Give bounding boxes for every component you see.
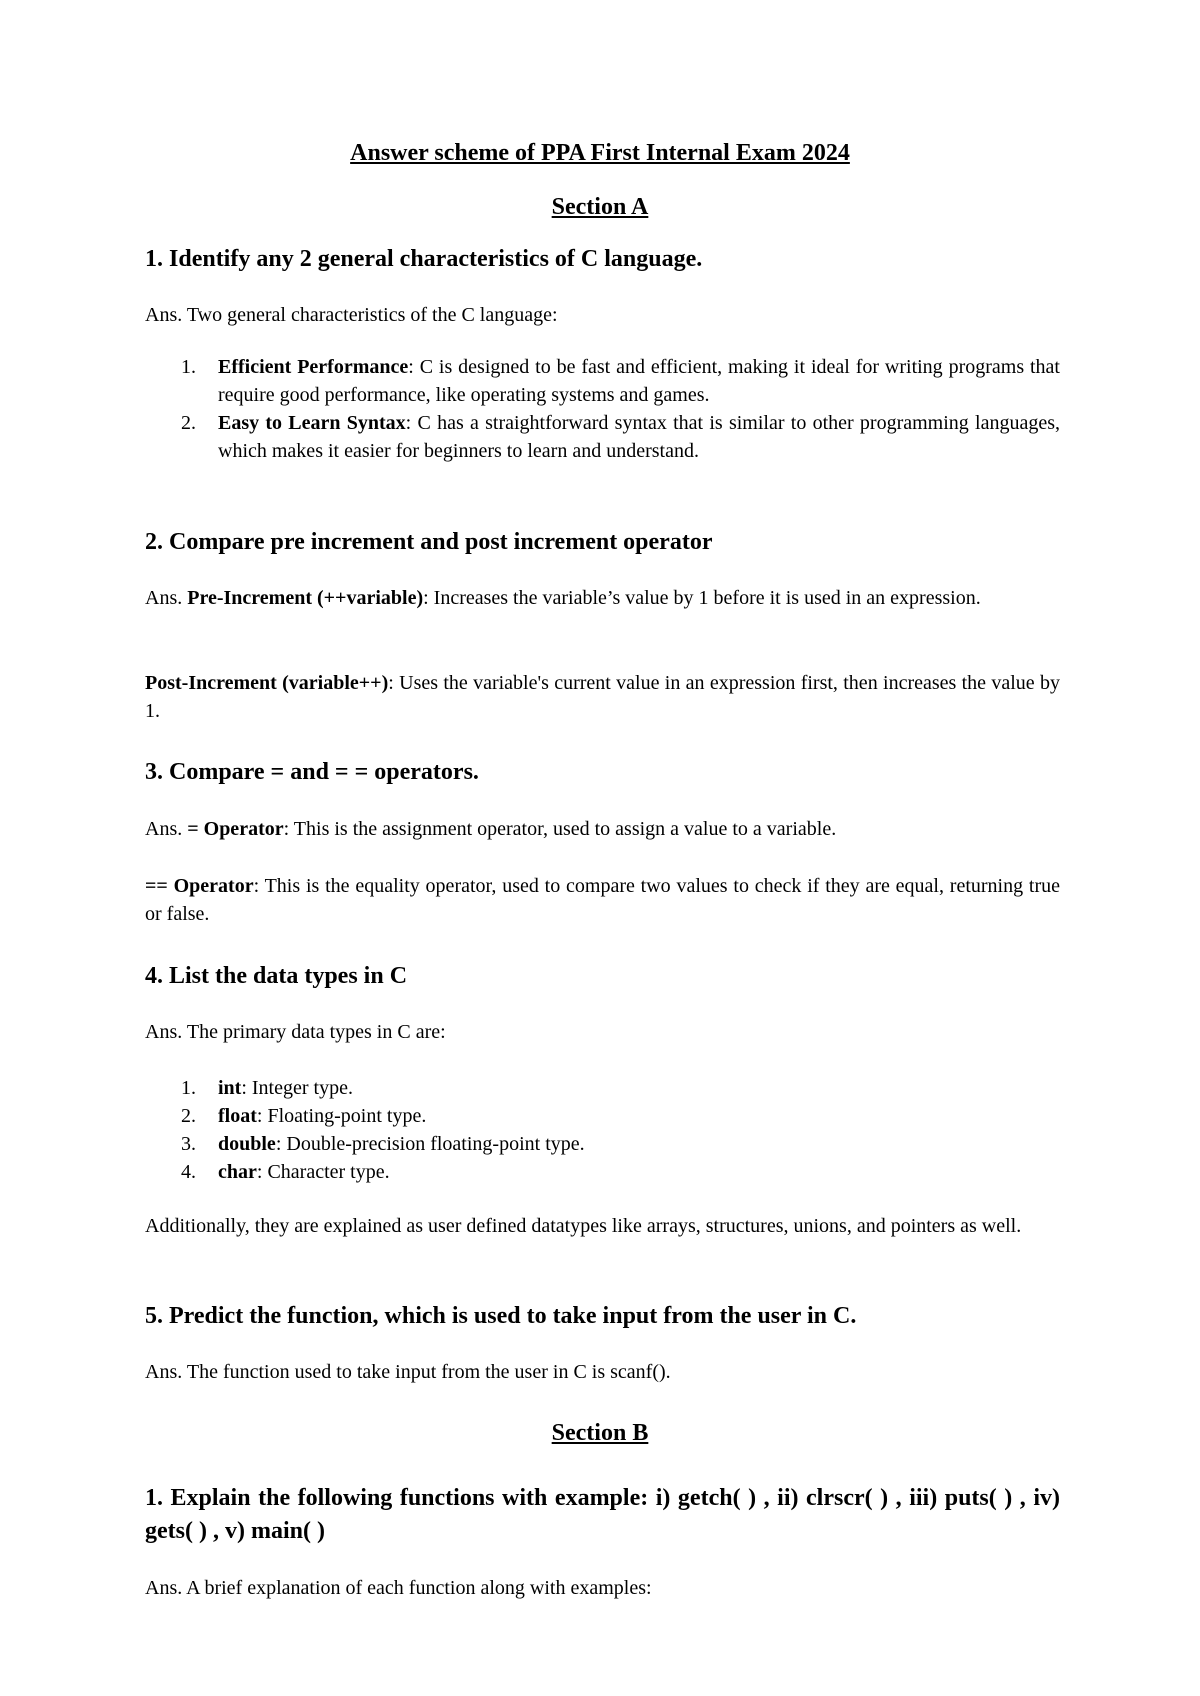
answer-a4-intro: Ans. The primary data types in C are:: [145, 1021, 446, 1043]
question-a4: 4. List the data types in C: [145, 963, 408, 989]
answer-prefix: Ans.: [145, 818, 188, 840]
list-item: [145, 353, 1060, 409]
answer-a3-equality: [145, 872, 1060, 928]
list-item-term: Efficient Performance: [218, 356, 409, 378]
list-item-number: 2.: [181, 412, 196, 434]
post-increment-text: : Uses the variable's current value in an expression first, then increases the value by 1.: [145, 672, 1061, 722]
document-title: Answer scheme of PPA First Internal Exam 2024: [350, 140, 850, 166]
equality-operator-text: : This is the equality operator, used to compare two values to check if they are equal, returning true or false.: [145, 875, 1061, 925]
list-item: [145, 409, 1060, 465]
answer-a5: Ans. The function used to take input from the user in C is scanf().: [145, 1361, 671, 1383]
list-item-number: 2.: [181, 1105, 196, 1127]
assignment-operator-term: = Operator: [187, 818, 284, 840]
answer-prefix: Ans.: [145, 587, 188, 609]
list-item-number: 4.: [181, 1161, 196, 1183]
question-a5: 5. Predict the function, which is used to take input from the user in C.: [145, 1303, 857, 1329]
answer-a2-post: [145, 669, 1060, 725]
answer-a1-intro: Ans. Two general characteristics of the C language:: [145, 304, 558, 326]
list-item-number: 1.: [181, 356, 196, 378]
list-item-number: 1.: [181, 1077, 196, 1099]
list-item-text: : C has a straightforward syntax that is similar to other programming languages, which makes it easier for beginners to learn and understand.: [218, 412, 1061, 462]
section-b-heading: Section B: [551, 1420, 649, 1446]
list-item-number: 3.: [181, 1133, 196, 1155]
question-a2: 2. Compare pre increment and post increment operator: [145, 529, 713, 555]
equality-operator-term: == Operator: [145, 875, 254, 897]
list-item-text: : Integer type.: [241, 1077, 353, 1099]
list-item-text: : C is designed to be fast and efficient, making it ideal for writing programs that require good performance, like operating systems and games.: [218, 356, 1060, 406]
list-item-text: : Double-precision floating-point type.: [275, 1133, 585, 1155]
characteristics-list: [145, 353, 1060, 465]
list-item-text: : Floating-point type.: [256, 1105, 427, 1127]
list-item-term: float: [218, 1105, 257, 1127]
list-item-text: : Character type.: [256, 1161, 390, 1183]
answer-a4-extra: Additionally, they are explained as user defined datatypes like arrays, structures, unions, and pointers as well.: [145, 1215, 1022, 1237]
list-item: [145, 1130, 1060, 1158]
list-item: [145, 1074, 1060, 1102]
data-types-list: [145, 1074, 1060, 1186]
list-item-term: char: [218, 1161, 257, 1183]
list-item-term: Easy to Learn Syntax: [218, 412, 406, 434]
list-item-term: double: [218, 1133, 276, 1155]
answer-a2-pre: [145, 584, 1060, 612]
answer-b1-intro: Ans. A brief explanation of each function along with examples:: [145, 1577, 652, 1599]
list-item: [145, 1158, 1060, 1186]
pre-increment-text: : Increases the variable’s value by 1 before it is used in an expression.: [423, 587, 981, 609]
list-item-term: int: [218, 1077, 242, 1099]
pre-increment-term: Pre-Increment (++variable): [187, 587, 424, 609]
assignment-operator-text: : This is the assignment operator, used to assign a value to a variable.: [283, 818, 837, 840]
section-a-heading: Section A: [551, 194, 649, 220]
answer-a3-assign: [145, 815, 1060, 843]
post-increment-term: Post-Increment (variable++): [145, 672, 389, 694]
question-a3: 3. Compare = and = = operators.: [145, 759, 479, 785]
list-item: [145, 1102, 1060, 1130]
question-b1: 1. Explain the following functions with example: i) getch( ) , ii) clrscr( ) , iii) puts( ) , iv) gets( ) , v) main( ): [145, 1485, 1060, 1544]
question-a1: 1. Identify any 2 general characteristics of C language.: [145, 246, 703, 272]
